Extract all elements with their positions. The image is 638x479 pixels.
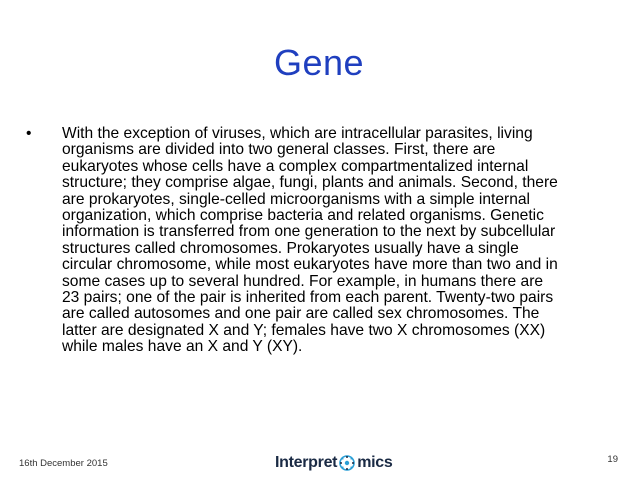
footer-date: 16th December 2015 bbox=[19, 458, 108, 469]
bullet-list bbox=[26, 126, 616, 356]
bullet-line: structures called chromosomes. Prokaryotes usually have a single bbox=[62, 239, 519, 257]
slide-title: Gene bbox=[273, 42, 365, 83]
bullet-line: With the exception of viruses, which are intracellular parasites, living bbox=[62, 125, 533, 142]
bullet-line: organization, which comprise bacteria and related organisms. Genetic bbox=[62, 207, 544, 225]
bullet-line: while males have an X and Y (XY). bbox=[62, 338, 303, 356]
bullet-item bbox=[26, 126, 616, 356]
bullet-line: are called autosomes and one pair are called sex chromosomes. The bbox=[62, 305, 540, 323]
bullet-line: are prokaryotes, single-celled microorganisms with a simple internal bbox=[62, 190, 531, 208]
bullet-line: some cases up to several hundred. For example, in humans there are bbox=[62, 272, 544, 290]
page-number: 19 bbox=[607, 454, 618, 465]
bullet-marker: • bbox=[26, 125, 32, 142]
bullet-line: organisms are divided into two general classes. First, there are bbox=[62, 141, 496, 159]
bullet-line: latter are designated X and Y; females have two X chromosomes (XX) bbox=[62, 321, 546, 339]
logo-o-icon bbox=[337, 454, 357, 472]
interpretomics-logo bbox=[275, 452, 392, 474]
bullet-line: information is transferred from one generation to the next by subcellular bbox=[62, 223, 556, 241]
bullet-line: 23 pairs; one of the pair is inherited from each parent. Twenty-two pairs bbox=[62, 289, 554, 307]
logo-text-left: Interpret bbox=[275, 454, 338, 471]
bullet-line: structure; they comprise algae, fungi, plants and animals. Second, there bbox=[62, 174, 558, 192]
bullet-line: eukaryotes whose cells have a complex compartmentalized internal bbox=[62, 157, 529, 175]
logo-text-right: mics bbox=[357, 454, 393, 471]
bullet-line: circular chromosome, while most eukaryotes have more than two and in bbox=[62, 256, 558, 274]
